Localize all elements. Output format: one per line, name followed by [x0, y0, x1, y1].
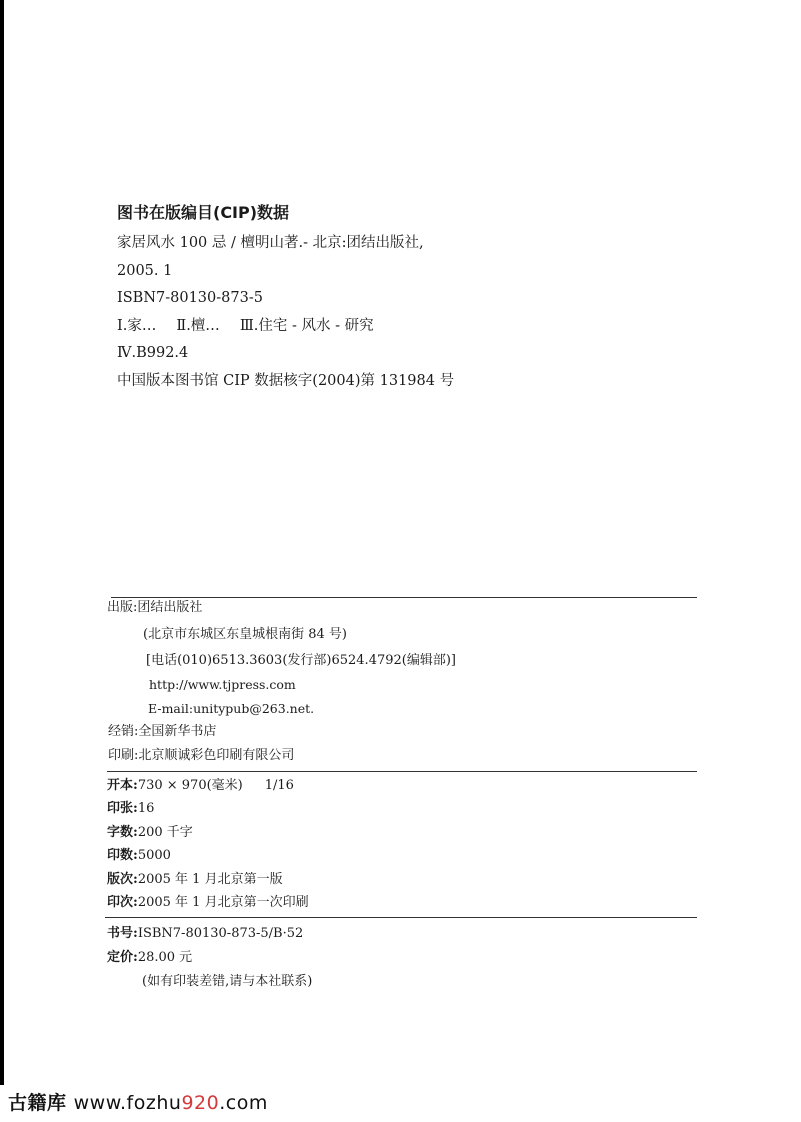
- printer-value: 北京顺诚彩色印刷有限公司: [138, 748, 295, 763]
- bookno-label: 书号:: [107, 926, 138, 941]
- edition-value: 2005 年 1 月北京第一版: [137, 872, 283, 887]
- divider-3: [105, 917, 697, 918]
- publisher-address: (北京市东城区东皇城根南街 84 号): [143, 627, 347, 642]
- publisher-value: 团结出版社: [137, 600, 203, 615]
- cip-block: [117, 203, 717, 395]
- distributor-row: [108, 724, 216, 739]
- cip-line-date: 2005. 1: [117, 262, 173, 279]
- words-value: 200 千字: [137, 825, 193, 840]
- sheets-row: [107, 801, 154, 816]
- cip-line-title-author: 家居风水 100 忌 / 檀明山著.- 北京:团结出版社,: [117, 235, 424, 251]
- publisher-url: http://www.tjpress.com: [149, 677, 296, 692]
- distributor-label: 经销:: [108, 724, 139, 739]
- format-fraction: 1/16: [264, 778, 294, 793]
- format-row: [107, 778, 294, 793]
- copies-label: 印数:: [107, 848, 138, 863]
- cip-subject-3: Ⅲ.住宅 - 风水 - 研究: [239, 317, 374, 334]
- sheets-label: 印张:: [107, 801, 138, 816]
- cip-line-subjects: [117, 313, 717, 341]
- bookno-value: ISBN7-80130-873-5/B·52: [137, 926, 304, 941]
- edition-label: 版次:: [107, 872, 138, 887]
- defect-note: (如有印装差错,请与本社联系): [142, 974, 313, 989]
- format-value: 730 × 970(毫米): [137, 778, 243, 793]
- divider-1: [111, 597, 697, 598]
- words-label: 字数:: [107, 825, 138, 840]
- printer-label: 印刷:: [108, 748, 139, 763]
- copies-row: [107, 848, 171, 863]
- printing-label: 印次:: [107, 895, 138, 910]
- bookno-row: [107, 926, 303, 941]
- edition-row: [107, 872, 283, 887]
- watermark: [8, 1088, 268, 1115]
- copies-value: 5000: [137, 848, 171, 863]
- price-label: 定价:: [107, 950, 138, 965]
- divider-2: [107, 771, 697, 772]
- left-page-edge: [0, 0, 4, 1085]
- publisher-label: 出版:: [107, 600, 138, 615]
- format-label: 开本:: [107, 778, 138, 793]
- cip-line-classification: Ⅳ.B992.4: [117, 345, 189, 361]
- watermark-domain: www.fozhu920.com: [73, 1092, 268, 1114]
- sheets-value: 16: [137, 801, 155, 816]
- distributor-value: 全国新华书店: [138, 724, 217, 739]
- publisher-email: E-mail:unitypub@263.net.: [148, 701, 315, 716]
- printing-row: [107, 895, 309, 910]
- price-value: 28.00 元: [137, 950, 193, 965]
- cip-line-isbn: ISBN7-80130-873-5: [117, 290, 263, 306]
- printer-row: [108, 748, 294, 763]
- cip-title: 图书在版编目(CIP)数据: [117, 203, 290, 222]
- price-row: [107, 950, 192, 965]
- cip-subject-1: Ⅰ.家…: [117, 317, 157, 334]
- publisher-phone: [电话(010)6513.3603(发行部)6524.4792(编辑部)]: [146, 653, 456, 668]
- cip-subject-2: Ⅱ.檀…: [176, 317, 220, 334]
- publisher-row: [107, 600, 202, 615]
- words-row: [107, 825, 193, 840]
- cip-line-record: 中国版本图书馆 CIP 数据核字(2004)第 131984 号: [117, 372, 455, 389]
- watermark-site: 古籍库: [8, 1092, 67, 1114]
- printing-value: 2005 年 1 月北京第一次印刷: [137, 895, 309, 910]
